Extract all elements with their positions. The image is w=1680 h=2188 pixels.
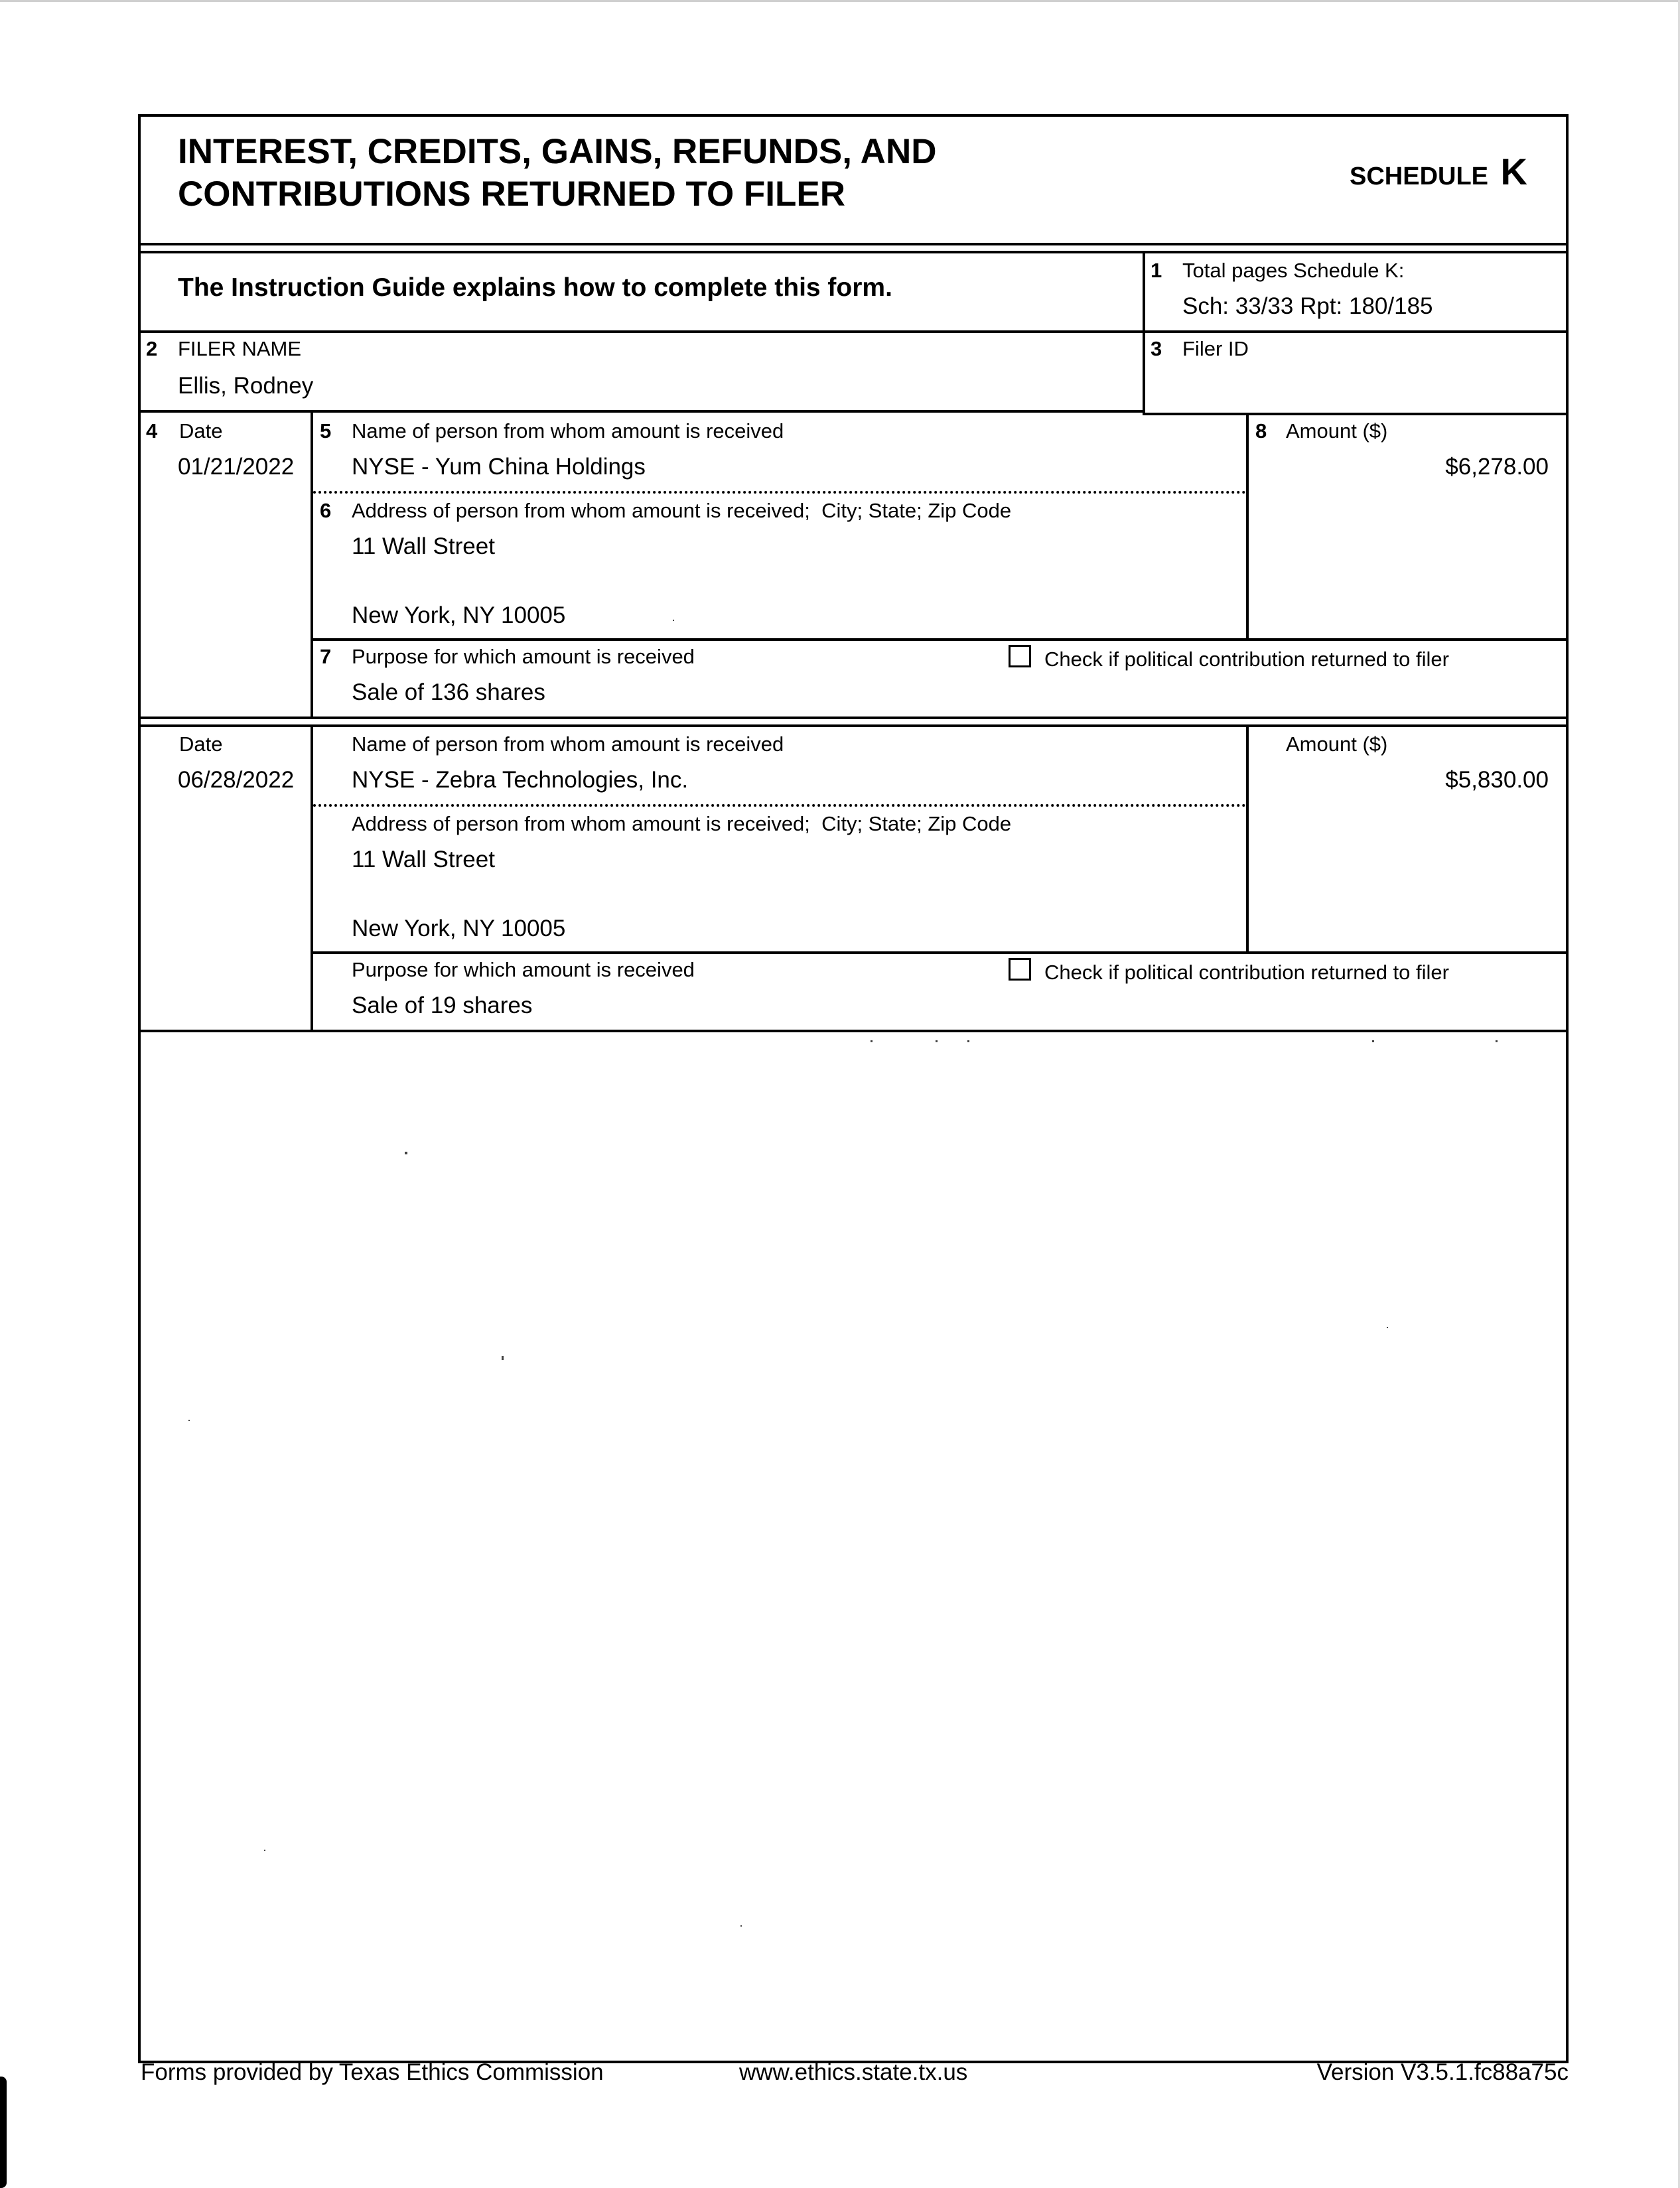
form-title-line2: CONTRIBUTIONS RETURNED TO FILER [178, 174, 846, 214]
entry1-purpose-value: Sale of 136 shares [352, 679, 545, 705]
schedule-designation [1350, 150, 1527, 193]
scan-speck [673, 620, 674, 621]
entry1-address-line2: New York, NY 10005 [352, 602, 566, 628]
filer-row-rule-right [1143, 413, 1569, 415]
entry1-checkbox-label: Check if political contribution returned to filer [1044, 648, 1449, 671]
entry-separator-top [138, 717, 1569, 719]
entry2-purpose-value: Sale of 19 shares [352, 992, 533, 1018]
entry1-address-number: 6 [320, 499, 332, 522]
entry1-name-number: 5 [320, 419, 332, 443]
scan-edge-mark [0, 2077, 7, 2188]
filer-id-label: Filer ID [1182, 337, 1249, 360]
field2-number: 2 [146, 337, 158, 360]
scan-speck [1496, 1040, 1498, 1042]
scan-speck [740, 1925, 742, 1927]
entry1-name-label: Name of person from whom amount is received [352, 419, 784, 443]
filer-name-label: FILER NAME [178, 337, 302, 360]
entry2-address-line2: New York, NY 10005 [352, 916, 566, 941]
entry2-date-divider [311, 727, 313, 1032]
footer-website-link[interactable]: www.ethics.state.tx.us [739, 2059, 968, 2085]
filer-name-value: Ellis, Rodney [178, 373, 314, 399]
entry1-political-contribution-checkbox[interactable] [1009, 645, 1031, 667]
entry1-name-value: NYSE - Yum China Holdings [352, 454, 646, 480]
header-rule-top [138, 243, 1569, 245]
schedule-letter: K [1500, 151, 1527, 192]
entry1-date-number: 4 [146, 419, 158, 443]
entry1-address-line1: 11 Wall Street [352, 533, 495, 559]
entry2-address-line1: 11 Wall Street [352, 847, 495, 872]
scan-speck [1372, 1040, 1374, 1042]
entry2-checkbox-label: Check if political contribution returned to filer [1044, 961, 1449, 984]
entry1-amount-number: 8 [1255, 419, 1267, 443]
entry2-name-value: NYSE - Zebra Technologies, Inc. [352, 767, 689, 793]
entry1-address-label: Address of person from whom amount is received; City; State; Zip Code [352, 499, 1012, 522]
entry1-amount-value: $6,278.00 [1445, 454, 1549, 480]
entry1-date-value: 01/21/2022 [178, 454, 295, 480]
scan-speck [967, 1040, 969, 1042]
entry2-amount-label: Amount ($) [1286, 732, 1388, 756]
entry1-name-address-separator [313, 491, 1246, 494]
total-pages-value: Sch: 33/33 Rpt: 180/185 [1182, 293, 1433, 319]
entry1-date-divider [311, 413, 313, 719]
footer-provider: Forms provided by Texas Ethics Commission [141, 2059, 604, 2085]
entry1-date-label: Date [179, 419, 223, 443]
entry1-amount-divider [1246, 413, 1249, 640]
entry1-amount-label: Amount ($) [1286, 419, 1388, 443]
entry1-purpose-number: 7 [320, 645, 332, 668]
entry2-amount-divider [1246, 727, 1249, 954]
entry-separator-bottom [138, 724, 1569, 727]
entry2-political-contribution-checkbox[interactable] [1009, 958, 1031, 981]
scan-speck [871, 1040, 873, 1042]
form-frame [138, 114, 1569, 2063]
scan-speck [502, 1356, 504, 1360]
schedule-label: SCHEDULE [1350, 163, 1489, 190]
entry2-name-address-separator [313, 804, 1246, 807]
header-rule-bottom [138, 251, 1569, 253]
entry2-date-value: 06/28/2022 [178, 767, 295, 793]
scan-speck [405, 1152, 407, 1154]
scan-speck [936, 1040, 938, 1042]
entry2-purpose-label: Purpose for which amount is received [352, 958, 695, 981]
entry2-date-label: Date [179, 732, 223, 756]
entry2-amount-value: $5,830.00 [1445, 767, 1549, 793]
instruction-row-rule [138, 330, 1569, 333]
entries-end-rule [138, 1030, 1569, 1032]
scan-speck [188, 1420, 190, 1421]
scan-speck [264, 1850, 265, 1851]
filer-row-rule [138, 410, 1145, 413]
entry2-purpose-rule [311, 951, 1569, 954]
scan-top-edge [0, 0, 1680, 2]
entry2-name-label: Name of person from whom amount is received [352, 732, 784, 756]
footer-version: Version V3.5.1.fc88a75c [1316, 2059, 1569, 2085]
field3-number: 3 [1151, 337, 1162, 360]
field1-label: Total pages Schedule K: [1182, 259, 1405, 282]
entry1-purpose-label: Purpose for which amount is received [352, 645, 695, 668]
scan-speck [1387, 1327, 1388, 1328]
field1-number: 1 [1151, 259, 1162, 282]
instruction-text: The Instruction Guide explains how to complete this form. [178, 273, 892, 302]
form-title-line1: INTEREST, CREDITS, GAINS, REFUNDS, AND [178, 132, 937, 171]
entry2-address-label: Address of person from whom amount is received; City; State; Zip Code [352, 812, 1012, 835]
entry1-purpose-rule [311, 638, 1569, 641]
